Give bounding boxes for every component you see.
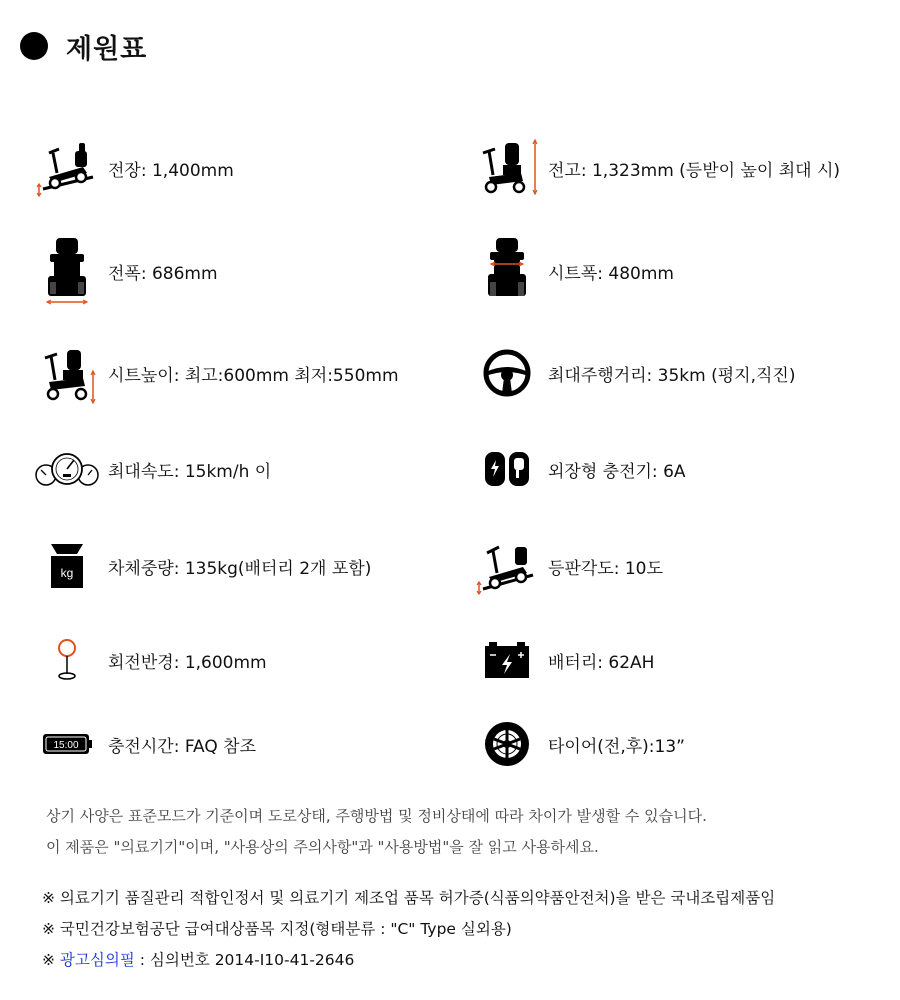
spec-text-seat-height: 시트높이: 최고:600mm 최저:550mm — [108, 365, 399, 386]
bullet-dot — [20, 32, 48, 60]
spec-item-battery — [474, 625, 654, 695]
spec-text-charging-time: 충전시간: FAQ 참조 — [108, 736, 256, 757]
spec-text-weight: 차체중량: 135kg(배터리 2개 포함) — [108, 558, 372, 579]
spec-item-charging-time — [34, 709, 256, 779]
seat-width-icon — [474, 236, 540, 306]
spec-text-width: 전폭: 686mm — [108, 263, 218, 284]
scooter-height-icon — [474, 133, 540, 203]
weight-icon-label: kg — [60, 566, 74, 580]
seat-height-icon — [34, 338, 100, 408]
spec-item-charger — [474, 434, 686, 504]
scooter-width-icon — [34, 236, 100, 306]
tire-icon — [474, 709, 540, 779]
spec-text-speed: 최대속도: 15km/h 이 — [108, 461, 272, 482]
spec-item-speed — [34, 434, 271, 504]
insurance-note: ※ 국민건강보험공단 급여대상품목 지정(형태분류 : "C" Type 실외용) — [42, 920, 512, 938]
ad-review-link[interactable]: 광고심의필 — [59, 951, 135, 969]
spec-text-range: 최대주행거리: 35km (평지,직진) — [548, 365, 796, 386]
spec-item-width — [34, 236, 218, 306]
spec-item-slope — [474, 531, 663, 601]
spec-item-turning-radius — [34, 625, 267, 695]
spec-text-charger: 외장형 충전기: 6A — [548, 461, 686, 482]
spec-item-height — [474, 133, 840, 203]
spec-item-weight — [34, 531, 371, 601]
spec-item-seat-width — [474, 236, 674, 306]
charging-time-icon — [34, 709, 100, 779]
charger-icon — [474, 434, 540, 504]
spec-item-range — [474, 338, 795, 408]
ad-review-prefix: ※ — [42, 951, 60, 969]
weight-icon — [34, 531, 100, 601]
scooter-length-icon — [34, 133, 100, 203]
spec-text-height: 전고: 1,323mm (등받이 높이 최대 시) — [548, 160, 841, 181]
spec-item-length — [34, 133, 234, 203]
spec-text-turning-radius: 회전반경: 1,600mm — [108, 652, 267, 673]
slope-icon — [474, 531, 540, 601]
ad-review-note — [42, 948, 354, 970]
spec-text-seat-width: 시트폭: 480mm — [548, 263, 674, 284]
charging-time-icon-label: 15:00 — [53, 740, 79, 751]
spec-text-battery: 배터리: 62AH — [548, 652, 655, 673]
spec-text-tire: 타이어(전,후):13” — [548, 736, 685, 757]
steering-wheel-icon — [474, 338, 540, 408]
page-title: 제원표 — [66, 33, 148, 65]
battery-icon — [474, 625, 540, 695]
section-header — [20, 26, 147, 66]
spec-item-seat-height — [34, 338, 399, 408]
note-line-1: 상기 사양은 표준모드가 기준이며 도로상태, 주행방법 및 정비상태에 따라 차이가 발생할 수 있습니다. — [46, 807, 707, 825]
ad-review-number: : 심의번호 2014-I10-41-2646 — [134, 951, 355, 969]
turning-radius-icon — [34, 625, 100, 695]
spec-item-tire — [474, 709, 685, 779]
spec-text-slope: 등판각도: 10도 — [548, 558, 663, 579]
note-line-2: 이 제품은 "의료기기"이며, "사용상의 주의사항"과 "사용방법"을 잘 읽고 사용하세요. — [46, 838, 599, 856]
certification-note: ※ 의료기기 품질관리 적합인정서 및 의료기기 제조업 품목 허가증(식품의약품안전처)을 받은 국내조립제품임 — [42, 889, 776, 907]
spec-text-length: 전장: 1,400mm — [108, 160, 234, 181]
speedometer-icon — [34, 434, 100, 504]
